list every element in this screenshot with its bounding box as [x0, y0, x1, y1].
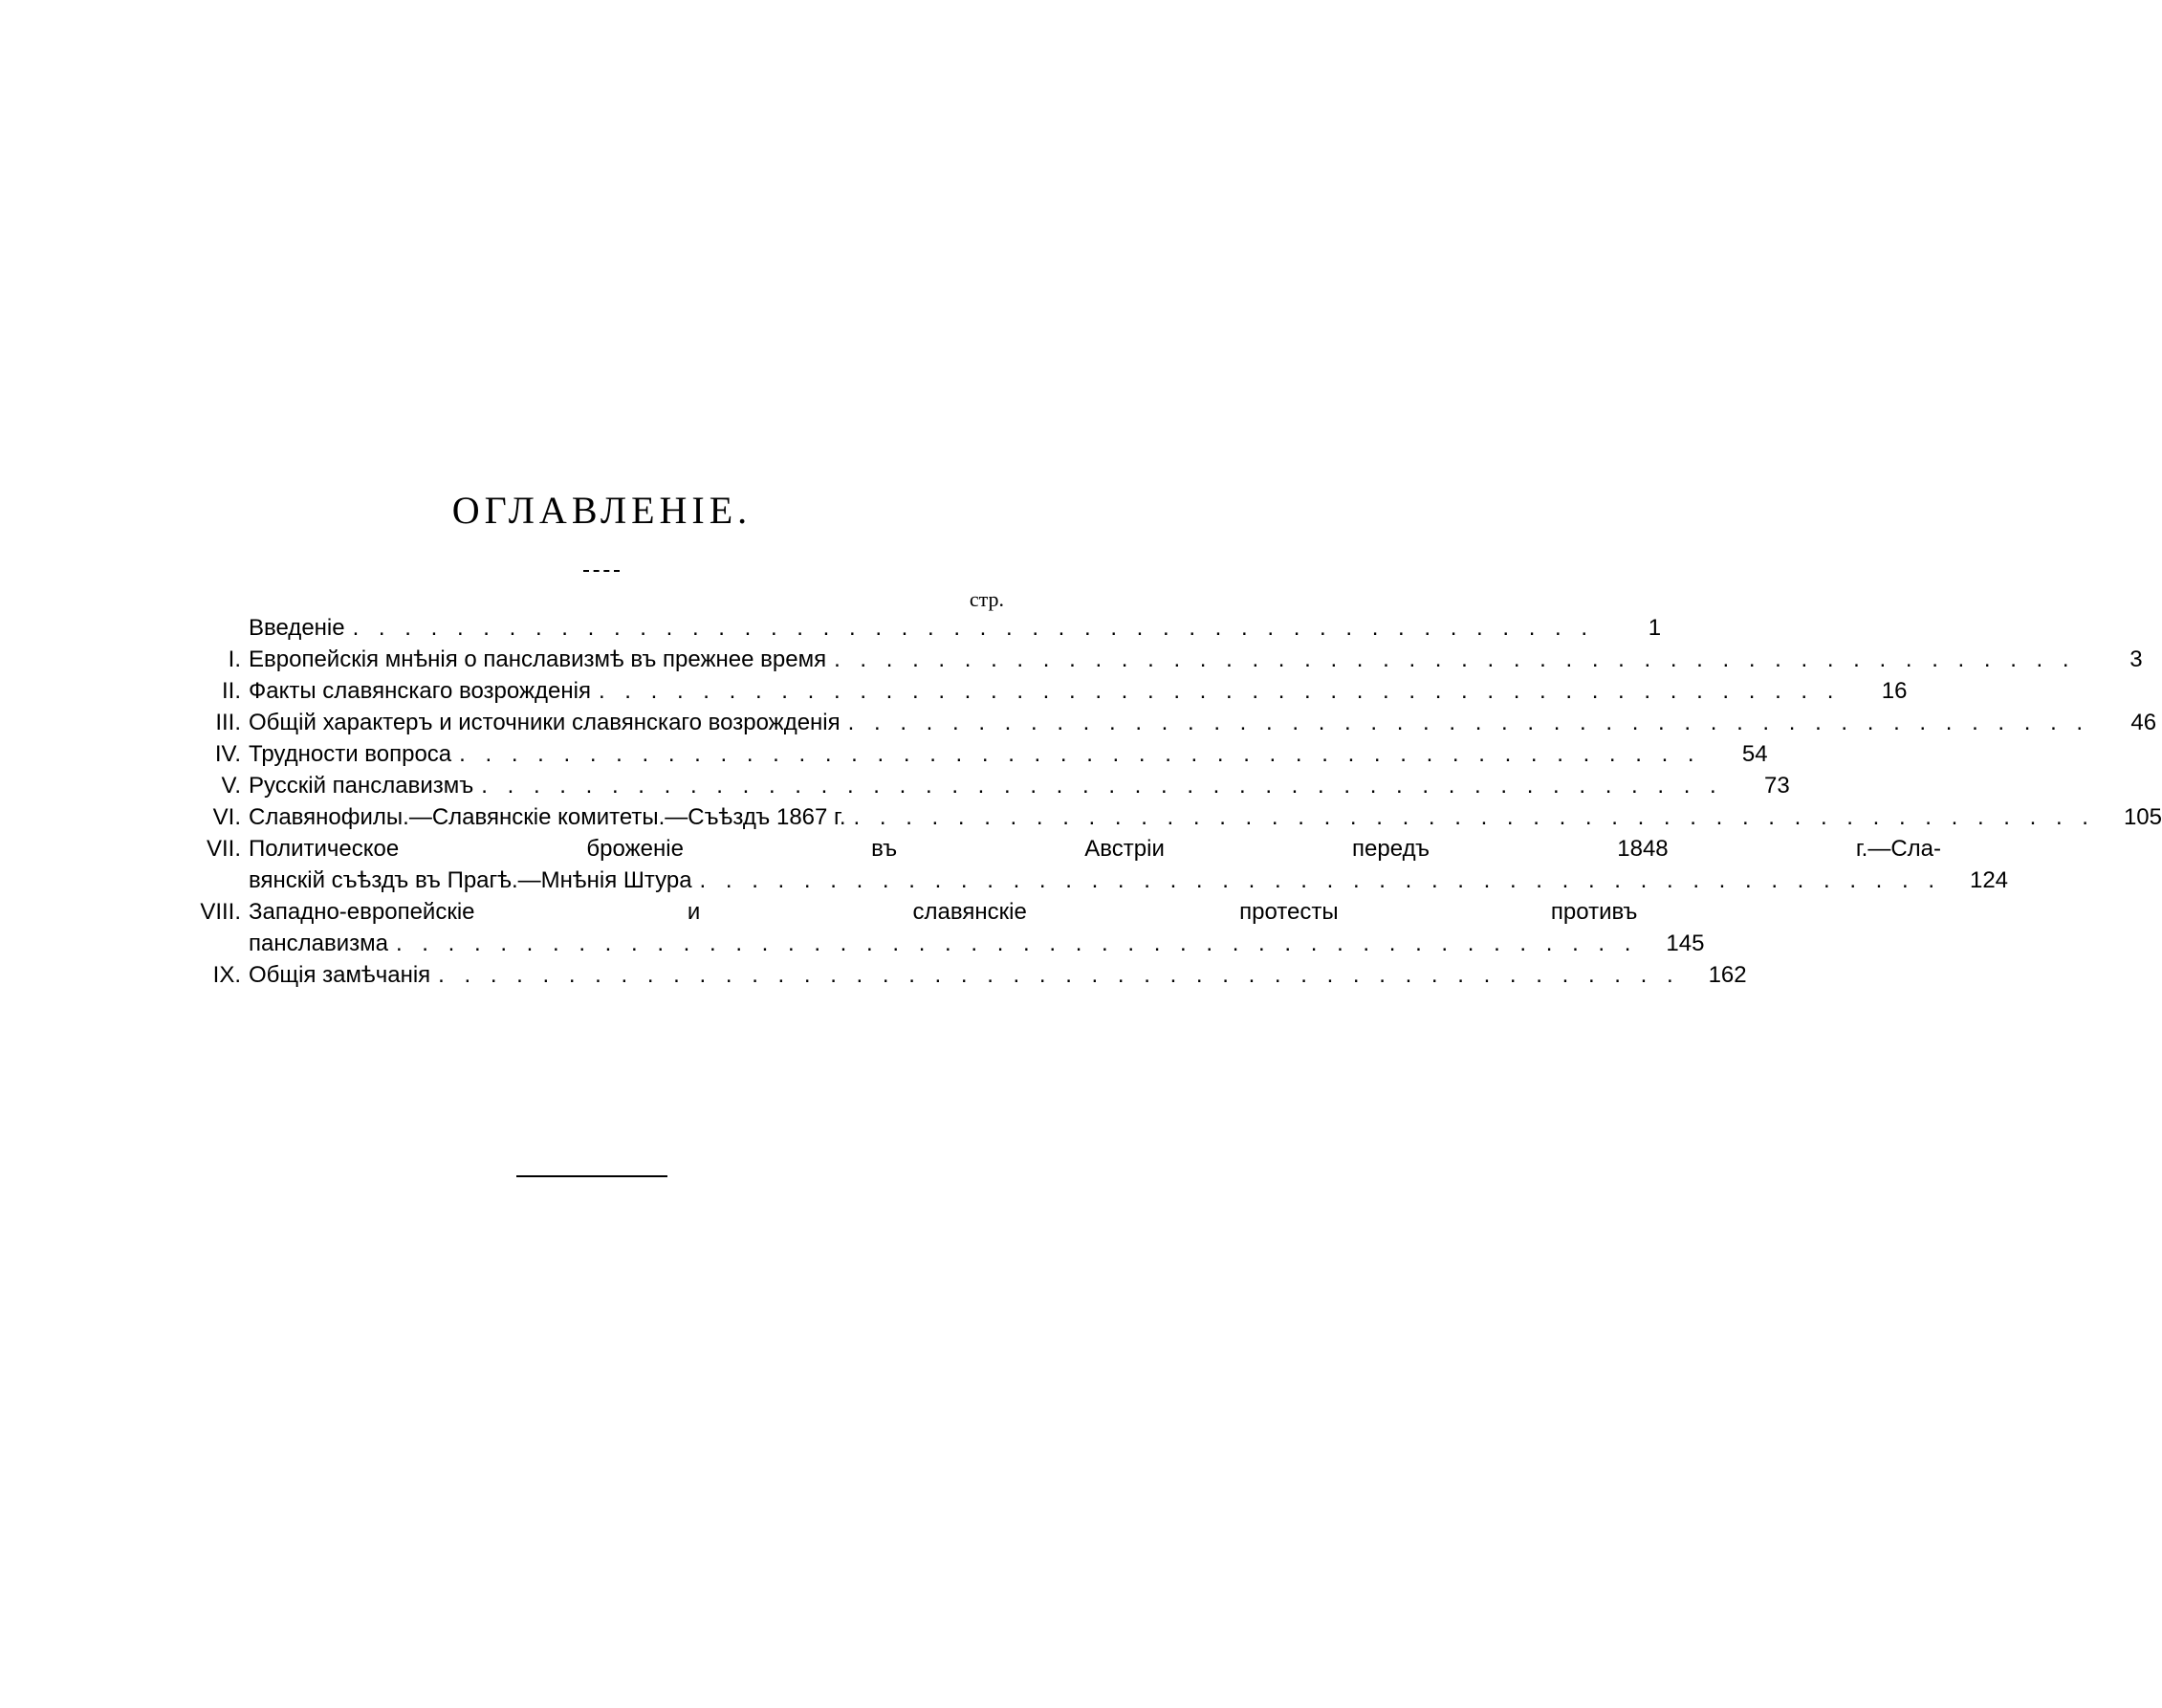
- toc-entry: [182, 738, 1768, 770]
- chapter-title-line: Факты славянскаго возрожденія: [249, 678, 591, 704]
- chapter-title: [249, 896, 1637, 959]
- chapter-title: [249, 833, 1941, 896]
- chapter-title-line: Введеніе: [249, 615, 345, 641]
- chapter-title: [249, 644, 2076, 675]
- page-number: 124: [1969, 867, 2009, 893]
- toc-entry: [182, 833, 2009, 896]
- dot-leader: [846, 801, 2095, 833]
- toc-entry: [182, 959, 1747, 991]
- dot-leader: [826, 644, 2075, 675]
- page-number: 73: [1764, 773, 1790, 799]
- page-title: ОГЛАВЛЕНІЕ.: [451, 489, 753, 532]
- page-number: 162: [1708, 962, 1747, 988]
- page-number: 46: [2130, 710, 2157, 735]
- chapter-title: [249, 675, 1840, 707]
- page-number: 54: [1741, 741, 1768, 767]
- chapter-number: II.: [221, 678, 241, 704]
- chapter-title-line: Общій характеръ и источники славянскаго возрожденія: [249, 710, 841, 735]
- chapter-number: VII.: [206, 836, 241, 862]
- chapter-title: [249, 959, 1680, 991]
- chapter-title: [249, 801, 2095, 833]
- chapter-title-line: Славянофилы.—Славянскіе комитеты.—Съѣздъ 1867 г.: [249, 804, 846, 830]
- chapter-number: VIII.: [200, 899, 241, 925]
- dot-leader: [345, 612, 1594, 644]
- chapter-title-line: Западно-европейскіе и славянскіе протесты противъ: [249, 899, 1638, 925]
- dot-leader: [388, 928, 1637, 959]
- chapter-number: VI.: [212, 804, 241, 830]
- dot-leader: [841, 707, 2089, 738]
- page-number: 1: [1648, 615, 1662, 641]
- toc-entry: [182, 612, 1662, 644]
- chapter-title-line: Европейскія мнѣнія о панславизмѣ въ прежнее время: [249, 646, 827, 672]
- page-number: 3: [2129, 646, 2143, 672]
- chapter-title: [249, 738, 1701, 770]
- chapter-title-line: Трудности вопроса: [249, 741, 452, 767]
- title-divider: [583, 570, 620, 572]
- toc-entry: [182, 675, 1908, 707]
- chapter-title: [249, 770, 1723, 801]
- chapter-number: [182, 612, 249, 644]
- page-column-header: стр.: [969, 587, 1004, 611]
- end-divider: [516, 1175, 667, 1177]
- chapter-title: [249, 612, 1594, 644]
- table-of-contents: [182, 612, 2162, 991]
- chapter-number: I.: [228, 646, 241, 672]
- toc-entry: [182, 801, 2162, 833]
- toc-entry: [182, 770, 1790, 801]
- chapter-title: [249, 707, 2089, 738]
- chapter-number: IX.: [212, 962, 241, 988]
- toc-entry: [182, 896, 1705, 959]
- page-number: 105: [2123, 804, 2162, 830]
- dot-leader: [473, 770, 1722, 801]
- toc-entry: [182, 644, 2143, 675]
- chapter-title-line: панславизма: [249, 931, 388, 956]
- dot-leader: [591, 675, 1840, 707]
- chapter-title-line: Общія замѣчанія: [249, 962, 431, 988]
- chapter-number: V.: [221, 773, 241, 799]
- dot-leader: [430, 959, 1679, 991]
- toc-entry: [182, 707, 2157, 738]
- chapter-title-line: Русскій панславизмъ: [249, 773, 474, 799]
- page-number: 145: [1666, 931, 1705, 956]
- chapter-number: IV.: [214, 741, 241, 767]
- dot-leader: [692, 865, 1941, 896]
- chapter-title-line: вянскій съѣздъ въ Прагѣ.—Мнѣнія Штура: [249, 867, 692, 893]
- page-number: 16: [1881, 678, 1908, 704]
- dot-leader: [451, 738, 1700, 770]
- chapter-number: III.: [215, 710, 241, 735]
- chapter-title-line: Политическое броженіе въ Австріи передъ 1848 г.—Сла-: [249, 836, 1942, 862]
